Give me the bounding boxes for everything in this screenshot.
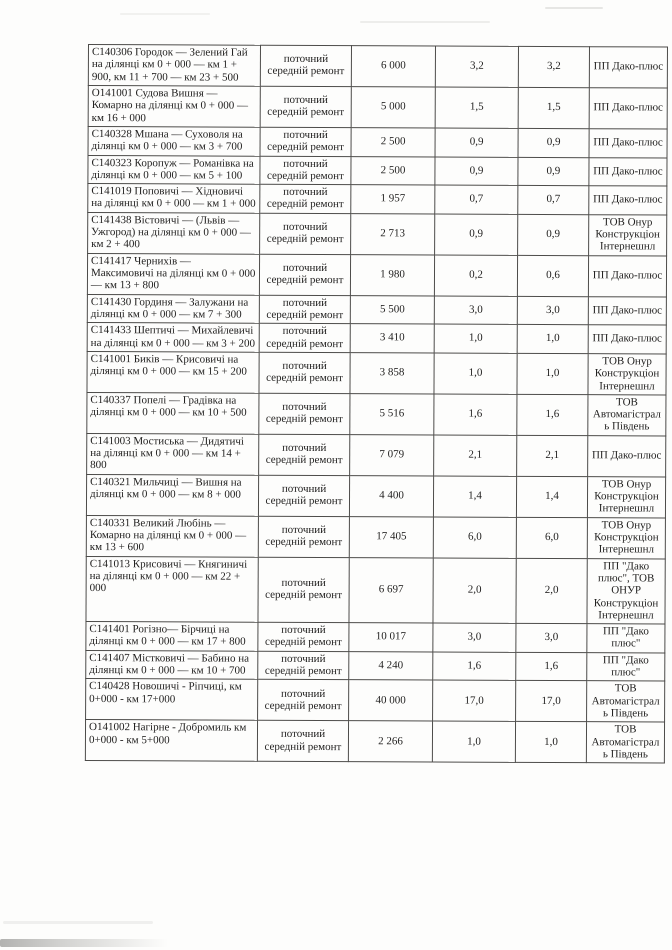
contractor-cell: ПП Дако-плюс [589,47,667,88]
value-1-cell: 3,0 [433,623,516,652]
value-2-cell: 1,6 [516,652,587,681]
value-2-cell: 17,0 [516,681,587,722]
contractor-cell: ТОВ Автомагістраль Південь [586,722,664,763]
scan-artifact [360,21,490,23]
amount-cell: 6 697 [349,557,433,623]
value-2-cell: 0,9 [518,128,589,157]
road-name-cell: С140331 Великий Любінь — Комарно на ділянці км 0 + 000 — км 13 + 600 [86,515,258,557]
amount-cell: 4 400 [349,475,433,516]
repair-type-cell: поточний середній ремонт [260,127,351,156]
repair-type-cell: поточний середній ремонт [258,651,349,680]
repair-type-cell: поточний середній ремонт [260,86,351,127]
value-1-cell: 6,0 [433,517,516,558]
repair-type-cell: поточний середній ремонт [260,45,351,86]
table-row [87,253,666,296]
contractor-cell: ПП Дако-плюс [588,325,666,354]
contractor-cell: ПП Дако-плюс [589,88,667,129]
repair-type-cell: поточний середній ремонт [258,622,349,651]
table-row [87,433,666,476]
road-name-cell: С141003 Мостиська — Дидятичі на ділянці км 0 + 000 — км 14 + 800 [87,433,259,475]
value-2-cell: 2,1 [517,435,588,476]
contractor-cell: ПП Дако-плюс [588,296,666,325]
contractor-cell: ПП Дако-плюс [589,129,667,158]
amount-cell: 2 266 [348,721,432,762]
value-1-cell: 2,1 [434,435,517,476]
repair-type-cell: поточний середній ремонт [257,721,348,762]
value-2-cell: 2,0 [516,558,587,624]
scan-artifact [0,939,168,947]
table-row [86,474,665,517]
amount-cell: 2 713 [351,213,435,254]
repair-type-cell: поточний середній ремонт [259,393,350,434]
table-row [86,622,665,653]
amount-cell: 40 000 [349,680,433,721]
value-2-cell: 1,0 [515,722,586,763]
road-name-cell: С140428 Новошичі - Ріпчиці, км 0+000 - км 17+000 [86,679,258,721]
road-name-cell: С140323 Коропуж — Романівка на ділянці км 0 + 000 — км 5 + 100 [88,155,260,184]
contractor-cell: ПП Дако-плюс [589,186,667,215]
road-name-cell: С141401 Рогізно— Бірчиці на ділянці км 0 + 000 — км 17 + 800 [86,622,258,651]
value-1-cell: 3,0 [434,296,517,325]
value-1-cell: 1,4 [433,476,516,517]
repair-type-cell: поточний середній ремонт [259,352,350,393]
value-2-cell: 1,0 [517,353,588,394]
amount-cell: 3 858 [350,353,434,394]
value-2-cell: 6,0 [516,517,587,558]
value-1-cell: 1,0 [434,353,517,394]
contractor-cell: ПП "Дако плюс" [587,652,665,681]
table-row [87,351,666,394]
amount-cell: 5 500 [350,295,434,324]
value-2-cell: 0,9 [518,214,589,255]
amount-cell: 17 405 [349,516,433,557]
table-body [85,45,667,764]
amount-cell: 3 410 [350,324,434,353]
value-1-cell: 0,2 [434,255,517,296]
repair-type-cell: поточний середній ремонт [260,184,351,213]
road-repair-table [85,44,668,764]
scan-artifact [120,13,210,15]
repair-type-cell: поточний середній ремонт [259,295,350,324]
contractor-cell: ПП "Дако плюс", ТОВ ОНУР Конструкціон Інтернешнл [587,558,665,624]
repair-type-cell: поточний середній ремонт [259,324,350,353]
road-name-cell: С140328 Мшана — Суховоля на ділянці км 0 + 000 — км 3 + 700 [88,126,260,155]
value-2-cell: 1,0 [517,325,588,354]
repair-type-cell: поточний середній ремонт [260,156,351,185]
amount-cell: 5 000 [351,87,435,128]
value-1-cell: 0,9 [435,128,518,157]
amount-cell: 10 017 [349,623,433,652]
amount-cell: 5 516 [350,393,434,434]
value-2-cell: 3,2 [518,46,589,87]
road-name-cell: С141433 Шептичі — Михайлевичі на ділянці км 0 + 000 — км 3 + 200 [87,323,259,352]
table-row [86,556,665,624]
value-1-cell: 1,0 [432,721,515,762]
repair-type-cell: поточний середній ремонт [258,516,349,557]
repair-type-cell: поточний середній ремонт [258,680,349,721]
repair-type-cell: поточний середній ремонт [259,254,350,295]
contractor-cell: ТОВ Автомагістраль Південь [588,394,666,435]
scan-artifact [3,921,153,924]
road-name-cell: С141430 Гординя — Залужани на ділянці км 0 + 000 — км 7 + 300 [87,294,259,323]
amount-cell: 4 240 [349,651,433,680]
amount-cell: 2 500 [351,128,435,157]
contractor-cell: ТОВ Автомагістраль Південь [587,681,665,722]
table-row [86,679,665,722]
repair-type-cell: поточний середній ремонт [260,213,351,254]
value-2-cell: 0,6 [517,255,588,296]
road-name-cell: С140306 Городок — Зелений Гай на ділянці км 0 + 000 — км 1 + 900, км 11 + 700 — км 23 + 500 [88,45,260,87]
table-row [88,184,667,215]
contractor-cell: ТОВ Онур Конструкціон Інтернешнл [588,354,666,395]
value-1-cell: 0,9 [435,214,518,255]
value-1-cell: 1,0 [434,324,517,353]
table-row [85,720,664,763]
value-1-cell: 1,6 [433,652,516,681]
contractor-cell: ТОВ Онур Конструкціон Інтернешнл [587,517,665,558]
value-1-cell: 3,2 [435,46,518,87]
table-row [88,155,667,186]
repair-type-cell: поточний середній ремонт [259,434,350,475]
road-name-cell: С141417 Чернихів — Максимовичі на ділянці км 0 + 000 — км 13 + 800 [87,253,259,295]
road-name-cell: О141002 Нагірне - Добромиль км 0+000 - км 5+000 [85,720,257,762]
contractor-cell: ТОВ Онур Конструкціон Інтернешнл [587,476,665,517]
table-row [87,392,666,435]
scan-artifact [545,7,603,9]
table-row [87,294,666,325]
amount-cell: 7 079 [350,434,434,475]
value-1-cell: 1,6 [434,394,517,435]
value-1-cell: 0,7 [435,185,518,214]
table-row [88,85,667,128]
road-name-cell: С141013 Крисовичі — Княгиничі на ділянці км 0 + 000 — км 22 + 000 [86,556,258,622]
value-2-cell: 1,5 [518,87,589,128]
road-name-cell: С140337 Попелі — Градівка на ділянці км 0 + 000 — км 10 + 500 [87,392,259,434]
value-2-cell: 3,0 [516,623,587,652]
contractor-cell: ПП Дако-плюс [588,435,666,476]
amount-cell: 1 980 [350,254,434,295]
contractor-cell: ПП Дако-плюс [588,255,666,296]
value-2-cell: 3,0 [517,296,588,325]
repair-type-cell: поточний середній ремонт [258,557,349,623]
table-row [86,515,665,558]
road-name-cell: С140321 Мильчиці — Вишня на ділянці км 0 + 000 — км 8 + 000 [86,474,258,516]
value-1-cell: 17,0 [433,680,516,721]
amount-cell: 6 000 [351,46,435,87]
road-name-cell: О141001 Судова Вишня — Комарно на ділянці км 0 + 000 — км 16 + 000 [88,85,260,127]
contractor-cell: ПП Дако-плюс [589,157,667,186]
table-row [88,212,667,255]
table-row [87,323,666,354]
value-1-cell: 2,0 [433,558,516,624]
value-2-cell: 1,4 [516,476,587,517]
value-1-cell: 0,9 [435,157,518,186]
value-2-cell: 1,6 [517,394,588,435]
value-2-cell: 0,9 [518,157,589,186]
contractor-cell: ПП "Дако плюс" [587,624,665,653]
table-row [86,650,665,681]
road-name-cell: С141407 Містковичі — Бабино на ділянці км 0 + 000 — км 10 + 700 [86,650,258,679]
repair-type-cell: поточний середній ремонт [258,475,349,516]
amount-cell: 1 957 [351,185,435,214]
table-row [88,45,667,88]
amount-cell: 2 500 [351,156,435,185]
road-name-cell: С141001 Биків — Крисовичі на ділянці км 0 + 000 — км 15 + 200 [87,351,259,393]
contractor-cell: ТОВ Онур Конструкціон Інтернешнл [589,214,667,255]
road-name-cell: С141019 Поповичі — Хідновичі на ділянці км 0 + 000 — км 1 + 000 [88,184,260,213]
table-row [88,126,667,157]
value-1-cell: 1,5 [435,87,518,128]
value-2-cell: 0,7 [518,186,589,215]
road-name-cell: С141438 Вістовичі — (Львів — Ужгород) на ділянці км 0 + 000 — км 2 + 400 [88,212,260,254]
